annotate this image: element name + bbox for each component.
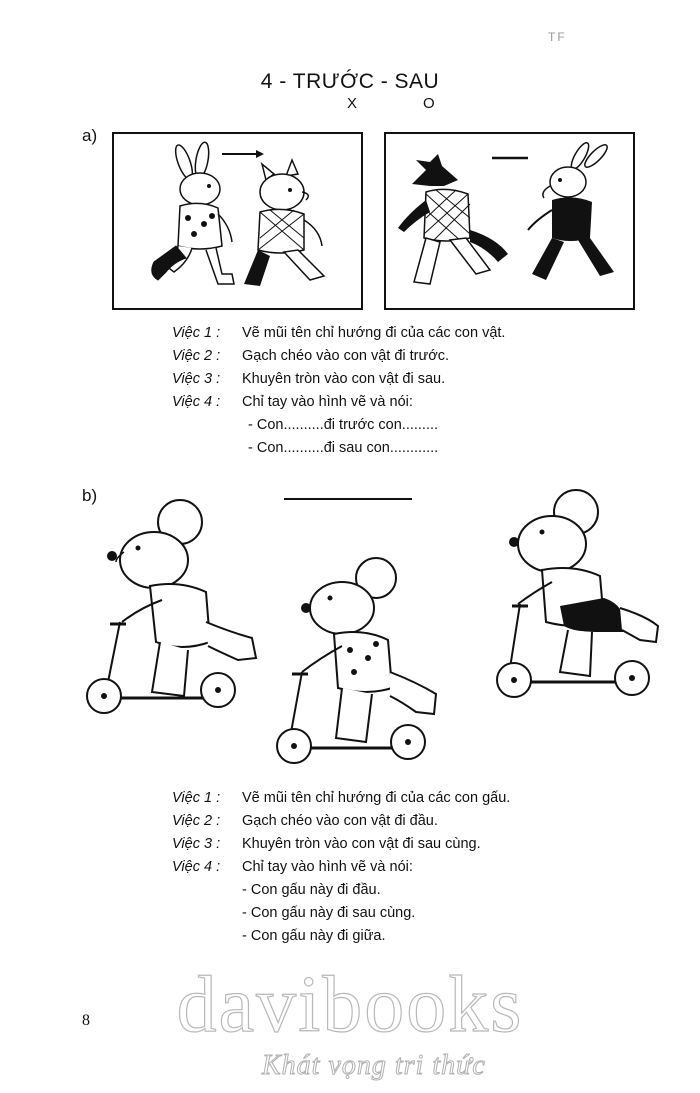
task-label: Việc 3 : [172,371,221,387]
sub-item: - Con..........đi trước con......... [248,417,439,433]
wolf-and-rabbit-illustration [386,134,632,307]
bear-2-figure [277,558,436,763]
task-text: Chỉ tay vào hình vẽ và nói: [242,394,413,410]
task-item [172,368,505,391]
task-label: Việc 4 : [172,859,221,875]
task-label: Việc 1 : [172,325,221,341]
cross-mark: X [347,95,358,112]
task-item [172,787,510,810]
task-text: Gạch chéo vào con vật đi trước. [242,348,450,364]
sub-item: - Con gấu này đi sau cùng. [242,905,416,921]
sub-item: - Con..........đi sau con............ [248,440,439,456]
task-text: Vẽ mũi tên chỉ hướng đi của các con vật. [242,325,506,341]
section-a-label: a) [82,126,98,145]
task-list-a [172,322,505,460]
bear-3-figure [497,490,658,697]
task-label: Việc 1 : [172,790,221,806]
task-item [172,833,510,856]
picture-frame-rabbit-cat [112,132,363,310]
section-b-label: b) [82,486,98,505]
task-label: Việc 3 : [172,836,221,852]
task-text: Khuyên tròn vào con vật đi sau cùng. [242,836,481,852]
task-item [172,856,510,879]
task-label: Việc 2 : [172,813,221,829]
task-text: Khuyên tròn vào con vật đi sau. [242,371,446,387]
corner-mark: TF [548,30,567,44]
circle-mark: O [423,95,435,112]
task-text: Vẽ mũi tên chỉ hướng đi của các con gấu. [242,790,511,806]
picture-frame-wolf-rabbit [384,132,635,310]
watermark-slogan: Khát vọng tri thức [262,1050,486,1081]
task-item [172,810,510,833]
page-title: 4 - TRƯỚC - SAU [260,70,440,93]
task-item [172,322,505,345]
sub-item: - Con gấu này đi giữa. [242,928,386,944]
task-list-b [172,787,510,948]
watermark-brand: davibooks [176,961,524,1049]
bear-1-figure [87,500,256,713]
task-item [172,345,505,368]
page-number: 8 [82,1012,90,1029]
bears-on-scooters-illustration [80,482,670,782]
task-text: Gạch chéo vào con vật đi đầu. [242,813,438,829]
task-label: Việc 2 : [172,348,221,364]
task-label: Việc 4 : [172,394,221,410]
sub-item: - Con gấu này đi đầu. [242,882,381,898]
rabbit-and-cat-illustration [114,134,360,307]
task-text: Chỉ tay vào hình vẽ và nói: [242,859,413,875]
task-item [172,391,505,414]
